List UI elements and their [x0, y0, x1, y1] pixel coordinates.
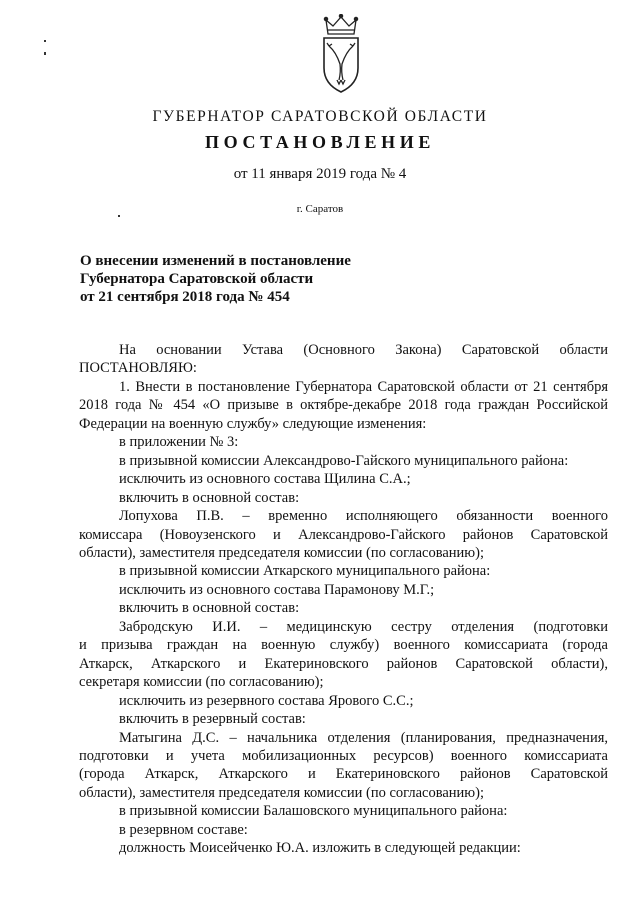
document-body: [79, 341, 608, 858]
edit-line: должность Моисейченко Ю.А. изложить в следующей редакции:: [119, 840, 521, 857]
member-line: Лопухова П.В. – временно исполняющего обязанности военного: [119, 508, 608, 525]
document-subject: [80, 252, 351, 306]
exclude-line: исключить из основного состава Парамонову М.Г.;: [119, 581, 435, 598]
document-date-number: от 11 января 2019 года № 4: [233, 166, 407, 182]
include-line: включить в резервный состав:: [119, 711, 306, 728]
commission-line: в призывной комиссии Аткарского муниципального района:: [119, 563, 491, 580]
exclude-line: исключить из резервного состава Ярового С.С.;: [119, 692, 414, 709]
commission-line: в призывной комиссии Балашовского муниципального района:: [119, 803, 508, 820]
governor-heading: ГУБЕРНАТОР САРАТОВСКОЙ ОБЛАСТИ: [152, 108, 488, 125]
subject-line: О внесении изменений в постановление: [80, 253, 351, 269]
margin-mark: [118, 215, 120, 217]
member-line: комиссара (Новоузенского и Александрово-Гайского районов Саратовской: [79, 526, 608, 543]
appendix-line: в приложении № 3:: [119, 434, 239, 451]
member-line: Забродскую И.И. – медицинскую сестру отделения (подготовки: [119, 618, 608, 635]
include-line: включить в основной состав:: [119, 489, 300, 506]
item-1-line: Федерации на военную службу» следующие изменения:: [79, 415, 427, 432]
member-line: (города Аткарск, Аткарского и Екатериновского районов Саратовской: [79, 766, 608, 783]
member-line: Матыгина Д.С. – начальника отделения (планирования, предназначения,: [119, 729, 608, 746]
member-line: Аткарск, Аткарского и Екатериновского районов Саратовской области),: [79, 655, 608, 672]
margin-mark: [44, 40, 46, 42]
member-line: области), заместителя председателя комиссии (по согласованию);: [79, 784, 485, 801]
commission-line: в призывной комиссии Александрово-Гайского муниципального района:: [119, 452, 569, 469]
subject-line: от 21 сентября 2018 года № 454: [80, 289, 290, 305]
member-line: секретаря комиссии (по согласованию);: [79, 674, 324, 691]
member-line: подготовки и учета мобилизационных ресурсов) военного комиссариата: [79, 747, 608, 764]
exclude-line: исключить из основного состава Щилина С.А.;: [119, 471, 411, 488]
include-line: включить в основной состав:: [119, 600, 300, 617]
coat-of-arms-emblem: [316, 14, 366, 94]
document-city: г. Саратов: [296, 203, 344, 215]
subject-line: Губернатора Саратовской области: [80, 271, 314, 287]
member-line: области), заместителя председателя комиссии (по согласованию);: [79, 544, 485, 561]
member-line: и призыва граждан на военную службу) военного комиссариата (города: [79, 637, 608, 654]
margin-mark: [44, 52, 46, 55]
reserve-line: в резервном составе:: [119, 821, 248, 838]
intro-paragraph: На основании Устава (Основного Закона) Саратовской области: [119, 342, 608, 358]
resolve-word: ПОСТАНОВЛЯЮ:: [79, 360, 197, 377]
document-type-title: ПОСТАНОВЛЕНИЕ: [205, 132, 435, 152]
item-1-line: 1. Внести в постановление Губернатора Саратовской области от 21 сентября: [119, 378, 608, 395]
item-1-line: 2018 года № 454 «О призыве в октябре-декабре 2018 года граждан Российской: [79, 397, 608, 414]
